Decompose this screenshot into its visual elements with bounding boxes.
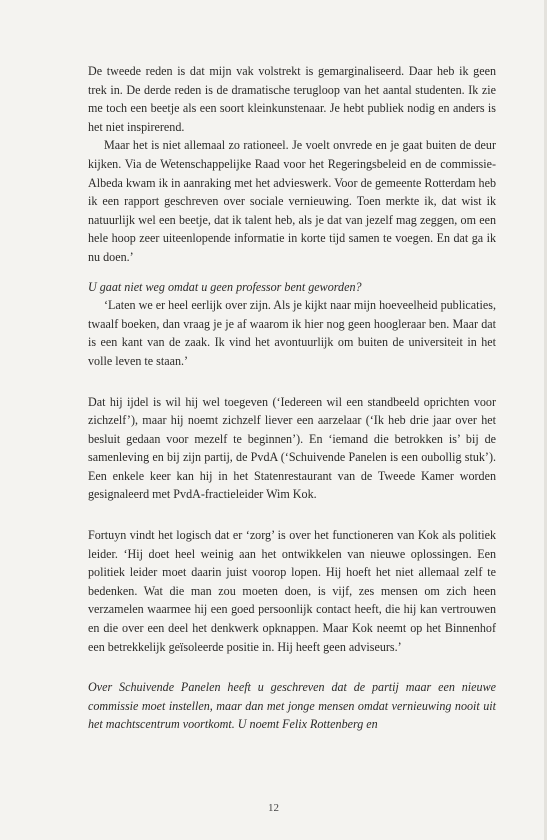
interview-question-1: U gaat niet weg omdat u geen professor bent geworden? (88, 279, 362, 294)
paragraph-5: Fortuyn vindt het logisch dat er ‘zorg’ is over het functioneren van Kok als politiek leider. ‘Hij doet heel weinig aan het ontwikkelen van nieuwe oplossingen. Een politiek leider moet daarin juist voorop lopen. Hij hoeft het niet allemaal zelf te bedenken. Wat die man zou moeten doen, is vijf, zes mensen om zich heen verzamelen waarmee hij een goed persoonlijk contact heeft, die hij kan vertrouwen en die over een deel het denkwerk opknappen. Maar Kok neemt op het Binnenhof een betrekkelijk geïsoleerde positie in. Hij heeft geen adviseurs.’ (88, 528, 496, 654)
paragraph-1: De tweede reden is dat mijn vak volstrekt is gemarginaliseerd. Daar heb ik geen trek in. De derde reden is de dramatische terugloop van het aantal studenten. Ik zie me toch een beetje als een soort kleinkunstenaar. Je hebt publiek nodig en anders is het niet inspirerend. (88, 64, 496, 134)
page-number: 12 (268, 802, 279, 814)
paragraph-4: Dat hij ijdel is wil hij wel toegeven (‘Iedereen wil een standbeeld oprichten voor zichzelf’), maar hij noemt zichzelf liever een aarzelaar (‘Ik heb drie jaar over het besluit gedaan voor mezelf te beginnen’). En ‘iemand die betrokken is’ bij de samenleving en bij zijn partij, de PvdA (‘Schuivende Panelen is een oubollig stuk’). Een enkele keer kan hij in het Statenrestaurant van de Tweede Kamer worden gesignaleerd met PvdA-fractieleider Wim Kok. (88, 394, 496, 502)
paragraph-2: Maar het is niet allemaal zo rationeel. Je voelt onvrede en je gaat buiten de deur kijken. Via de Wetenschappelijke Raad voor het Regeringsbeleid en de commissie-Albeda kwam ik in aanraking met het advieswerk. Voor de gemeente Rotterdam heb ik een rapport geschreven over sociale vernieuwing. Toen merkte ik, dat wist ik natuurlijk wel een beetje, dat ik talent heb, als je dat van jezelf mag zeggen, om een hele hoop zeer uiteenlopende informatie in korte tijd samen te voegen. En dat ga ik nu doen.’ (88, 138, 496, 264)
body-text (88, 62, 496, 734)
interview-question-2: Over Schuivende Panelen heeft u geschreven dat de partij maar een nieuwe commissie moet instellen, maar dan met jonge mensen omdat vernieuwing nooit uit het machtscentrum voortkomt. U noemt Felix Rottenberg en (88, 680, 496, 732)
paragraph-3: ‘Laten we er heel eerlijk over zijn. Als je kijkt naar mijn hoeveelheid publicaties, twaalf boeken, dan vraag je je af waarom ik hier nog geen hoogleraar ben. Maar dat is een kant van de zaak. Ik vind het avontuurlijk om buiten de universiteit in het volle leven te staan.’ (88, 298, 496, 368)
